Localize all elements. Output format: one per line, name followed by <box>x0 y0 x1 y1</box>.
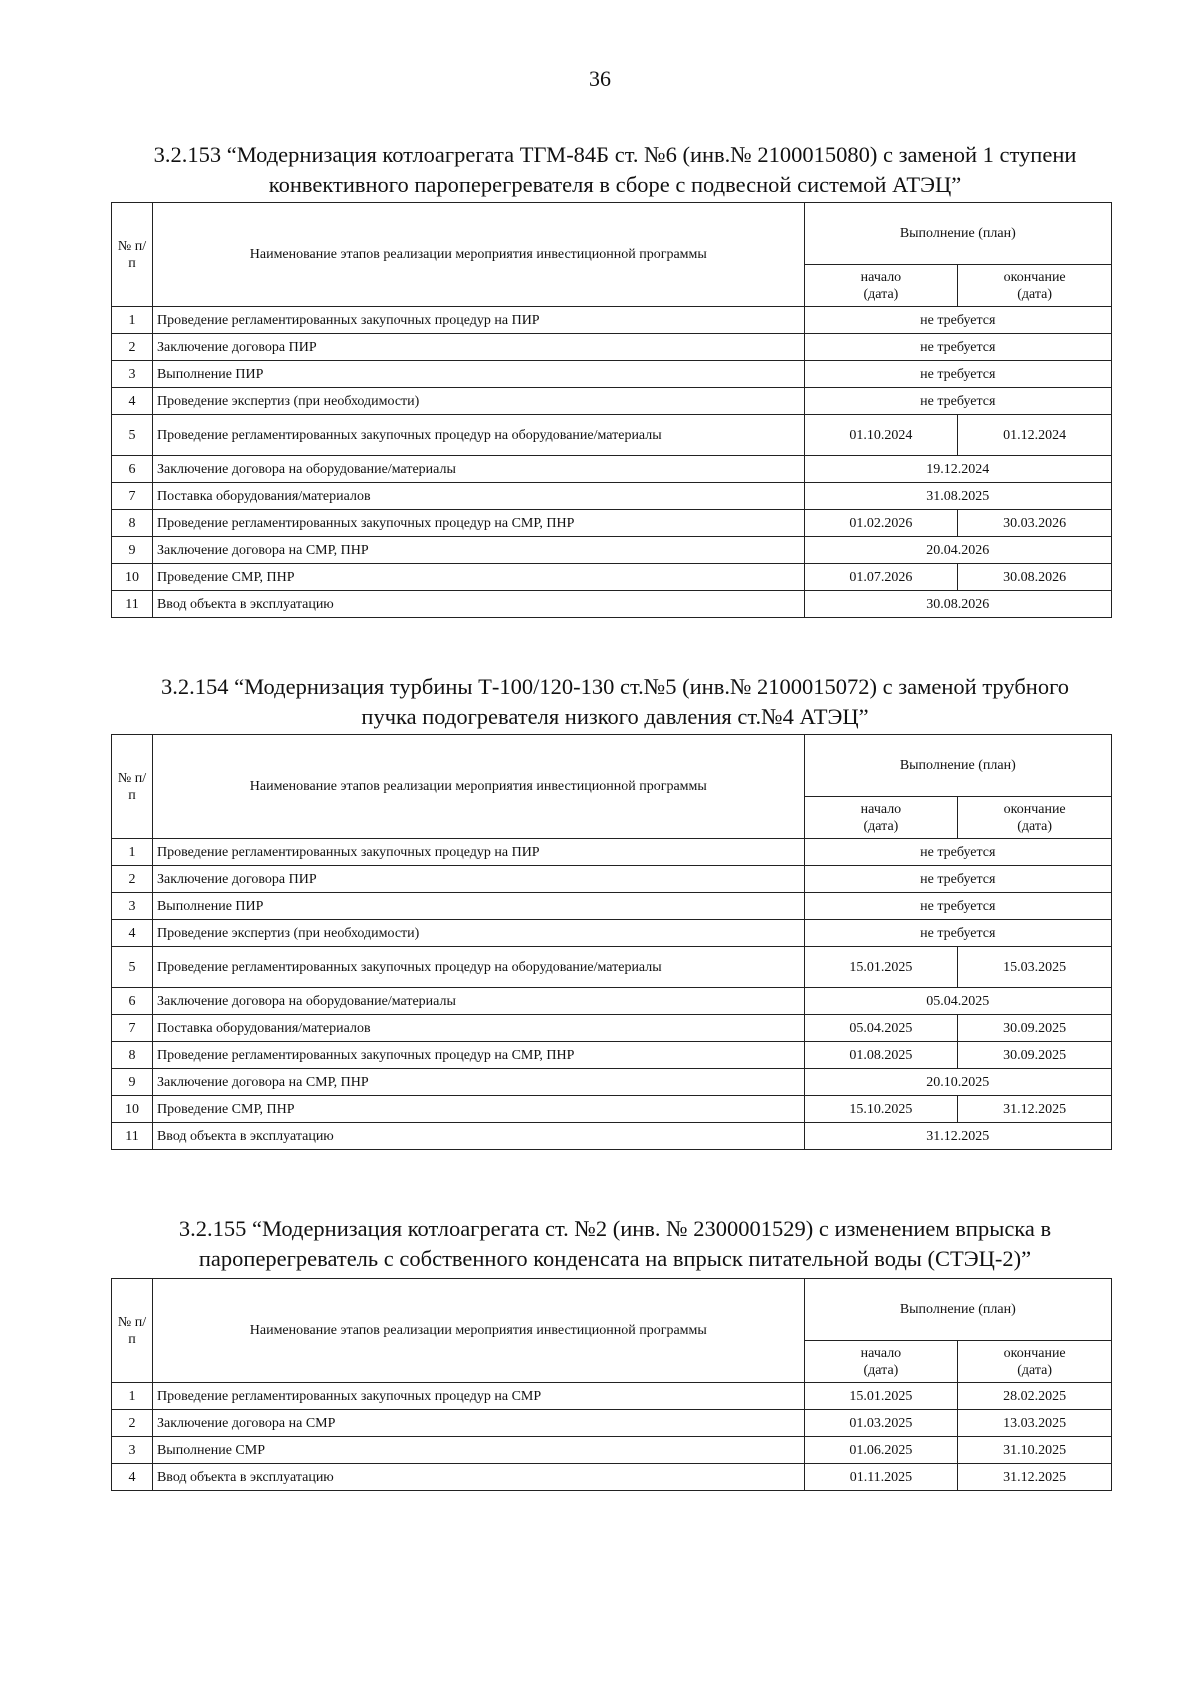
section-title-line: 3.2.155 “Модернизация котлоагрегата ст. №2 (инв. № 2300001529) с изменением впрыска в <box>178 1216 1052 1241</box>
plan-value-merged: 20.10.2025 <box>804 1069 1111 1096</box>
row-number: 10 <box>112 564 153 591</box>
section-title-line: 3.2.153 “Модернизация котлоагрегата ТГМ-84Б ст. №6 (инв.№ 2100015080) с заменой 1 ступени <box>153 142 1077 167</box>
table-row <box>112 839 1112 866</box>
end-date: 30.08.2026 <box>958 564 1112 591</box>
stage-name: Заключение договора ПИР <box>152 334 804 361</box>
plan-value-merged: не требуется <box>804 361 1111 388</box>
stage-name: Проведение регламентированных закупочных процедур на СМР, ПНР <box>152 510 804 537</box>
start-date: 01.08.2025 <box>804 1042 958 1069</box>
row-number: 5 <box>112 947 153 988</box>
row-number: 6 <box>112 988 153 1015</box>
start-date: 15.01.2025 <box>804 1383 958 1410</box>
stage-name: Ввод объекта в эксплуатацию <box>152 1464 804 1491</box>
stage-name: Ввод объекта в эксплуатацию <box>152 591 804 618</box>
row-number: 11 <box>112 1123 153 1150</box>
row-number: 8 <box>112 1042 153 1069</box>
header-start-date: начало (дата) <box>804 265 958 307</box>
table-row <box>112 307 1112 334</box>
header-num: № п/п <box>112 203 153 307</box>
table-body <box>112 839 1112 1150</box>
end-date: 15.03.2025 <box>958 947 1112 988</box>
table-row <box>112 1383 1112 1410</box>
table-row <box>112 564 1112 591</box>
section-title <box>100 140 1130 200</box>
header-num: № п/п <box>112 735 153 839</box>
section-title-line: конвективного пароперегревателя в сборе с подвесной системой АТЭЦ” <box>268 172 962 197</box>
table-row <box>112 388 1112 415</box>
table-row <box>112 591 1112 618</box>
table-row <box>112 415 1112 456</box>
row-number: 2 <box>112 1410 153 1437</box>
start-date: 15.10.2025 <box>804 1096 958 1123</box>
stages-table <box>111 1278 1112 1491</box>
end-date: 31.12.2025 <box>958 1096 1112 1123</box>
end-date: 01.12.2024 <box>958 415 1112 456</box>
end-date: 31.10.2025 <box>958 1437 1112 1464</box>
start-date: 01.02.2026 <box>804 510 958 537</box>
stage-name: Проведение регламентированных закупочных процедур на ПИР <box>152 839 804 866</box>
plan-value-merged: 31.08.2025 <box>804 483 1111 510</box>
plan-value-merged: не требуется <box>804 920 1111 947</box>
section-title <box>100 1214 1130 1274</box>
plan-value-merged: не требуется <box>804 334 1111 361</box>
row-number: 3 <box>112 361 153 388</box>
plan-value-merged: 31.12.2025 <box>804 1123 1111 1150</box>
plan-value-merged: 30.08.2026 <box>804 591 1111 618</box>
header-end-date: окончание (дата) <box>958 1341 1112 1383</box>
end-date: 13.03.2025 <box>958 1410 1112 1437</box>
table-row <box>112 947 1112 988</box>
header-start-date: начало (дата) <box>804 797 958 839</box>
stage-name: Проведение регламентированных закупочных процедур на СМР, ПНР <box>152 1042 804 1069</box>
header-execution-plan: Выполнение (план) <box>804 1279 1111 1341</box>
header-start-date: начало (дата) <box>804 1341 958 1383</box>
stage-name: Заключение договора на СМР, ПНР <box>152 537 804 564</box>
row-number: 7 <box>112 483 153 510</box>
header-stage-name: Наименование этапов реализации мероприятия инвестиционной программы <box>152 1279 804 1383</box>
table-body <box>112 307 1112 618</box>
stage-name: Проведение экспертиз (при необходимости) <box>152 920 804 947</box>
stage-name: Проведение СМР, ПНР <box>152 564 804 591</box>
table-row <box>112 1042 1112 1069</box>
row-number: 10 <box>112 1096 153 1123</box>
table-body <box>112 1383 1112 1491</box>
section-title-line: 3.2.154 “Модернизация турбины Т-100/120-130 ст.№5 (инв.№ 2100015072) с заменой трубного <box>161 674 1069 699</box>
page-number: 36 <box>589 66 611 91</box>
header-end-date: окончание (дата) <box>958 797 1112 839</box>
end-date: 28.02.2025 <box>958 1383 1112 1410</box>
row-number: 1 <box>112 307 153 334</box>
stage-name: Ввод объекта в эксплуатацию <box>152 1123 804 1150</box>
row-number: 3 <box>112 893 153 920</box>
table-row <box>112 866 1112 893</box>
stages-table <box>111 734 1112 1150</box>
start-date: 01.10.2024 <box>804 415 958 456</box>
stage-name: Проведение регламентированных закупочных процедур на ПИР <box>152 307 804 334</box>
end-date: 31.12.2025 <box>958 1464 1112 1491</box>
stage-name: Заключение договора ПИР <box>152 866 804 893</box>
table-row <box>112 1123 1112 1150</box>
end-date: 30.09.2025 <box>958 1042 1112 1069</box>
row-number: 4 <box>112 920 153 947</box>
header-end-date: окончание (дата) <box>958 265 1112 307</box>
end-date: 30.09.2025 <box>958 1015 1112 1042</box>
plan-value-merged: 20.04.2026 <box>804 537 1111 564</box>
row-number: 1 <box>112 1383 153 1410</box>
stage-name: Поставка оборудования/материалов <box>152 1015 804 1042</box>
stage-name: Выполнение ПИР <box>152 361 804 388</box>
stages-table <box>111 202 1112 618</box>
table-row <box>112 1437 1112 1464</box>
table-row <box>112 1410 1112 1437</box>
header-stage-name: Наименование этапов реализации мероприятия инвестиционной программы <box>152 735 804 839</box>
header-num: № п/п <box>112 1279 153 1383</box>
header-execution-plan: Выполнение (план) <box>804 735 1111 797</box>
table-row <box>112 1096 1112 1123</box>
row-number: 8 <box>112 510 153 537</box>
stage-name: Выполнение ПИР <box>152 893 804 920</box>
row-number: 7 <box>112 1015 153 1042</box>
stage-name: Проведение регламентированных закупочных процедур на СМР <box>152 1383 804 1410</box>
table-row <box>112 1464 1112 1491</box>
stage-name: Заключение договора на оборудование/материалы <box>152 988 804 1015</box>
header-stage-name: Наименование этапов реализации мероприятия инвестиционной программы <box>152 203 804 307</box>
plan-value-merged: не требуется <box>804 839 1111 866</box>
row-number: 11 <box>112 591 153 618</box>
stage-name: Проведение СМР, ПНР <box>152 1096 804 1123</box>
table-row <box>112 988 1112 1015</box>
plan-value-merged: не требуется <box>804 866 1111 893</box>
start-date: 15.01.2025 <box>804 947 958 988</box>
section-title <box>100 672 1130 732</box>
table-row <box>112 456 1112 483</box>
stage-name: Проведение регламентированных закупочных процедур на оборудование/материалы <box>152 415 804 456</box>
table-row <box>112 893 1112 920</box>
row-number: 9 <box>112 1069 153 1096</box>
table-row <box>112 1015 1112 1042</box>
section-title-line: пароперегреватель с собственного конденсата на впрыск питательной воды (СТЭЦ-2)” <box>198 1246 1032 1271</box>
plan-value-merged: не требуется <box>804 388 1111 415</box>
table-row <box>112 537 1112 564</box>
start-date: 01.11.2025 <box>804 1464 958 1491</box>
table-row <box>112 1069 1112 1096</box>
end-date: 30.03.2026 <box>958 510 1112 537</box>
stage-name: Заключение договора на СМР <box>152 1410 804 1437</box>
stage-name: Проведение регламентированных закупочных процедур на оборудование/материалы <box>152 947 804 988</box>
header-execution-plan: Выполнение (план) <box>804 203 1111 265</box>
stage-name: Проведение экспертиз (при необходимости) <box>152 388 804 415</box>
start-date: 05.04.2025 <box>804 1015 958 1042</box>
start-date: 01.03.2025 <box>804 1410 958 1437</box>
row-number: 2 <box>112 866 153 893</box>
table-row <box>112 920 1112 947</box>
row-number: 2 <box>112 334 153 361</box>
table-row <box>112 334 1112 361</box>
stage-name: Заключение договора на оборудование/материалы <box>152 456 804 483</box>
table-row <box>112 510 1112 537</box>
table-row <box>112 361 1112 388</box>
row-number: 5 <box>112 415 153 456</box>
stage-name: Заключение договора на СМР, ПНР <box>152 1069 804 1096</box>
row-number: 9 <box>112 537 153 564</box>
plan-value-merged: 05.04.2025 <box>804 988 1111 1015</box>
row-number: 3 <box>112 1437 153 1464</box>
table-row <box>112 483 1112 510</box>
row-number: 6 <box>112 456 153 483</box>
plan-value-merged: 19.12.2024 <box>804 456 1111 483</box>
section-title-line: пучка подогревателя низкого давления ст.№4 АТЭЦ” <box>361 704 869 729</box>
start-date: 01.06.2025 <box>804 1437 958 1464</box>
stage-name: Выполнение СМР <box>152 1437 804 1464</box>
plan-value-merged: не требуется <box>804 307 1111 334</box>
plan-value-merged: не требуется <box>804 893 1111 920</box>
row-number: 1 <box>112 839 153 866</box>
stage-name: Поставка оборудования/материалов <box>152 483 804 510</box>
row-number: 4 <box>112 1464 153 1491</box>
start-date: 01.07.2026 <box>804 564 958 591</box>
row-number: 4 <box>112 388 153 415</box>
